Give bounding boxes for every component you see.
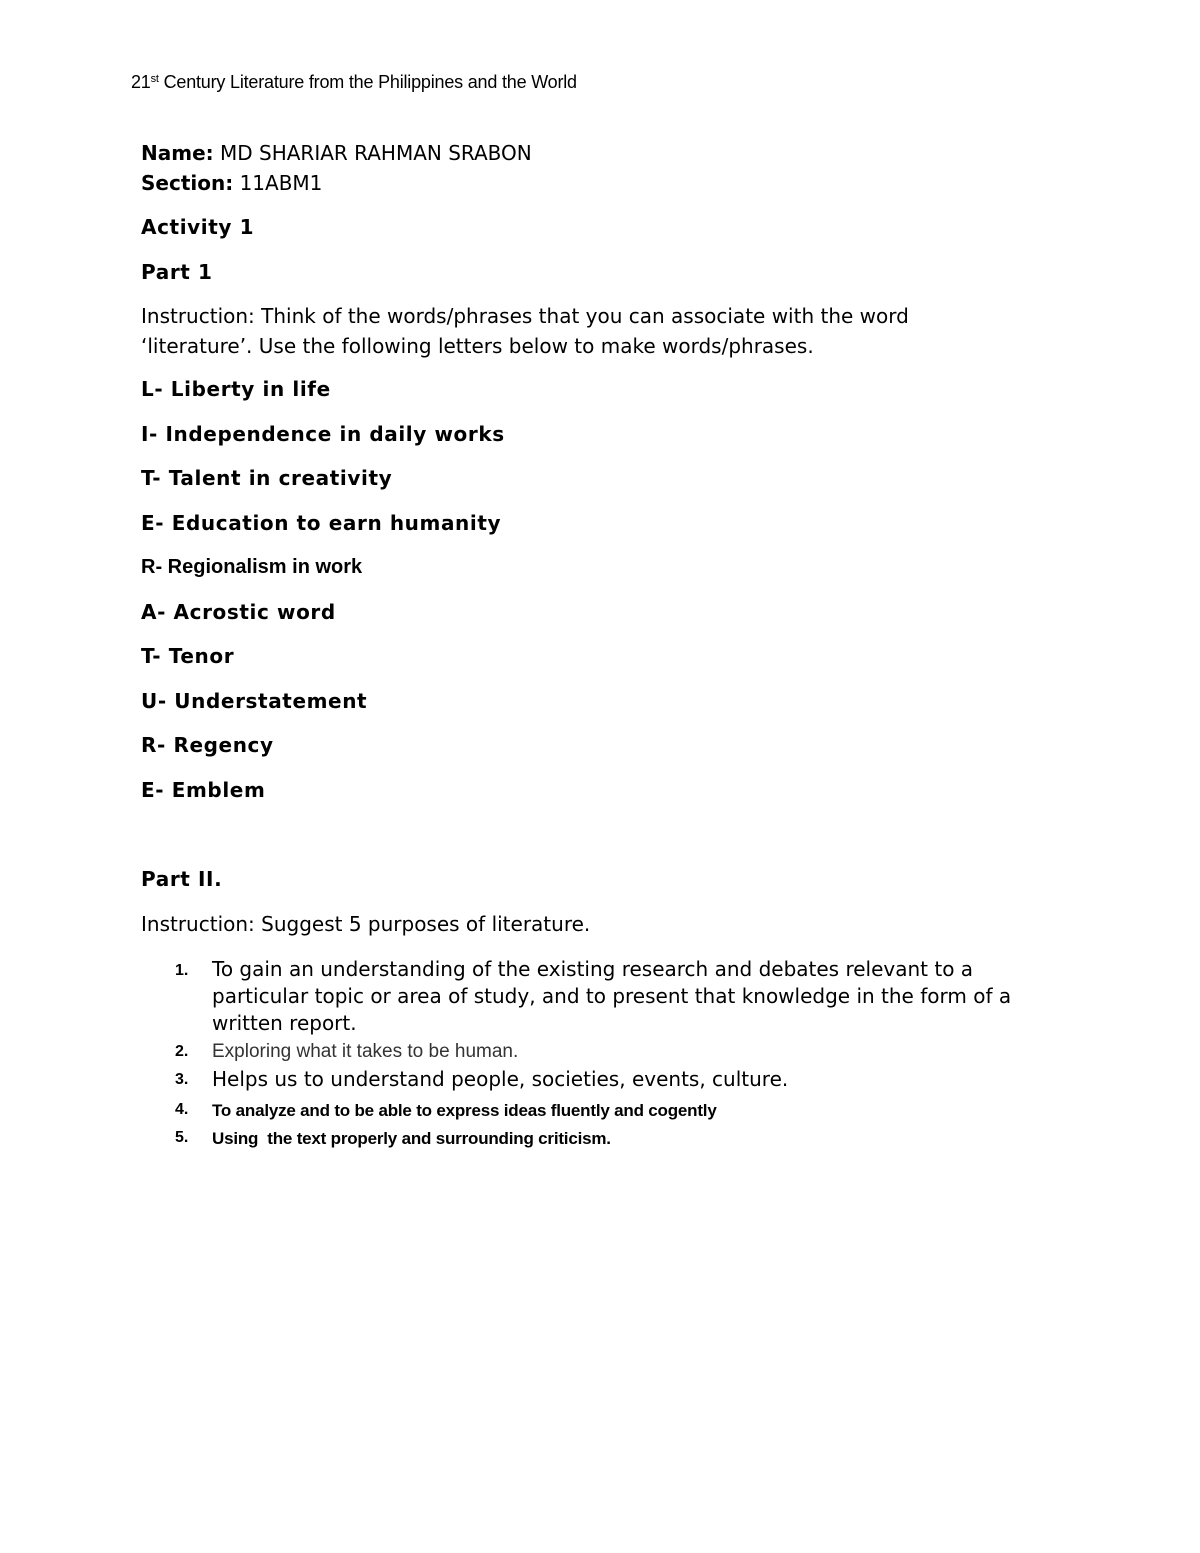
purpose-item: Exploring what it takes to be human. xyxy=(212,1041,519,1062)
acrostic-item-t: T- Talent in creativity xyxy=(141,466,393,490)
part2-instruction: Instruction: Suggest 5 purposes of literature. xyxy=(141,912,591,936)
name-line xyxy=(141,141,532,165)
name-value: MD SHARIAR RAHMAN SRABON xyxy=(213,141,532,165)
section-line xyxy=(141,171,322,195)
page-header xyxy=(131,72,577,93)
purpose-item: To analyze and to be able to express ideas fluently and cogently xyxy=(212,1101,717,1120)
header-title: Century Literature from the Philippines and the World xyxy=(158,72,577,92)
header-prefix: 21 xyxy=(131,72,151,92)
acrostic-item-a: A- Acrostic word xyxy=(141,600,336,624)
acrostic-item-l: L- Liberty in life xyxy=(141,377,331,401)
acrostic-item-e2: E- Emblem xyxy=(141,778,266,802)
section-label: Section: xyxy=(141,171,234,195)
purpose-item: Helps us to understand people, societies, events, culture. xyxy=(212,1067,789,1091)
purpose-item: To gain an understanding of the existing research and debates relevant to a particular topic or area of study, and to present that knowledge in the form of a written report. xyxy=(212,957,1012,1035)
purpose-number: 5. xyxy=(175,1129,189,1146)
acrostic-item-r: R- Regionalism in work xyxy=(141,556,363,578)
acrostic-item-e: E- Education to earn humanity xyxy=(141,511,502,535)
part1-instruction-line1: Instruction: Think of the words/phrases that you can associate with the word xyxy=(141,304,909,328)
part2-title: Part II. xyxy=(141,867,223,891)
purpose-item: Using the text properly and surrounding criticism. xyxy=(212,1129,611,1148)
activity-title: Activity 1 xyxy=(141,215,255,239)
acrostic-item-u: U- Understatement xyxy=(141,689,368,713)
acrostic-item-i: I- Independence in daily works xyxy=(141,422,505,446)
header-superscript: st xyxy=(150,73,159,85)
purpose-number: 2. xyxy=(175,1043,189,1060)
section-value: 11ABM1 xyxy=(233,171,323,195)
name-label: Name: xyxy=(141,141,214,165)
part1-instruction xyxy=(141,301,1041,361)
purpose-number: 3. xyxy=(175,1071,189,1088)
purpose-number: 4. xyxy=(175,1101,189,1118)
acrostic-item-t2: T- Tenor xyxy=(141,644,235,668)
part1-title: Part 1 xyxy=(141,260,213,284)
purpose-number: 1. xyxy=(175,962,189,979)
part1-instruction-line2: ‘literature’. Use the following letters below to make words/phrases. xyxy=(141,334,814,358)
acrostic-item-r2: R- Regency xyxy=(141,733,274,757)
